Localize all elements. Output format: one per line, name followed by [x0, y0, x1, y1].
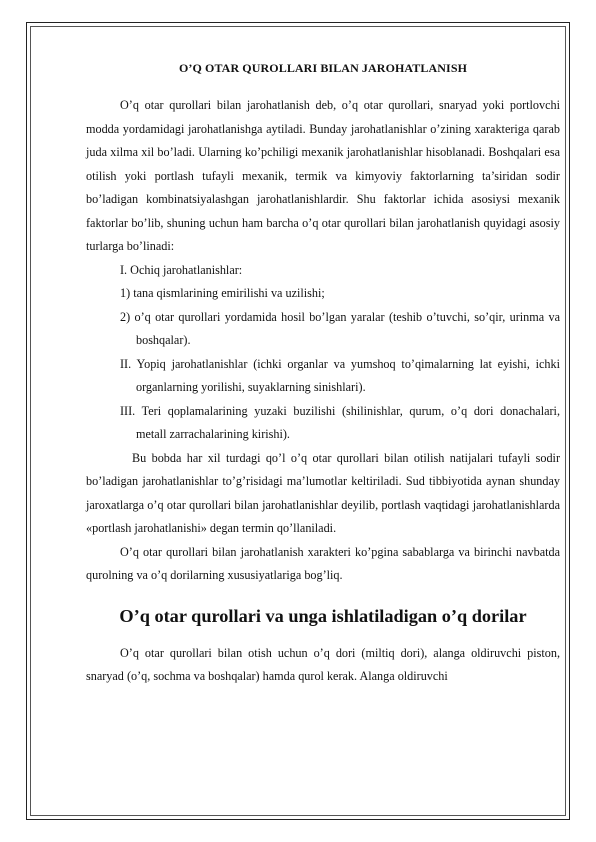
list-item-2: 2) o’q otar qurollari yordamida hosil bo’lgan yaralar (teshib o’tuvchi, so’qir, urinma va boshqalar). — [120, 309, 560, 347]
ammunition-paragraph: O’q otar qurollari bilan otish uchun o’q dori (miltiq dori), alanga oldiruvchi piston, snaryad (o’q, sochma va boshqalar) hamda qurol kerak. Alanga oldiruvchi — [86, 645, 560, 683]
chapter-paragraph: Bu bobda har xil turdagi qo’l o’q otar qurollari bilan otilish natijalari tufayli sodir bo’ladigan jarohatlanishlar to’g’risidagi ma’lumotlar keltiriladi. Sud tibbiyotida aynan shunday jaroxatlarga o’q otar qurollari bilan jarohatlanishlar deyilib, portlash vaqtidagi jarohatlanishlarda «portlash jarohatlanishi» degan termin qo’llaniladi. — [86, 450, 560, 535]
document-body — [86, 58, 560, 689]
intro-paragraph: O’q otar qurollari bilan jarohatlanish deb, o’q otar qurollari, snaryad yoki portlovchi modda yordamidagi jarohatlanishga aytiladi. Bunday jarohatlanishlar o’zining xarakteriga qarab juda xilma xil bo’ladi. Ularning ko’pchiligi mexanik jarohatlanishlar hisoblanadi. Boshqalari esa otilish yoki portlash tufayli mexanik, termik va kimyoviy faktorlarning ta’siridan sodir bo’ladigan kombinatsiyalashgan jarohatlanishlardir. Shu faktorlar ichida asosiysi mexanik faktorlar bo’lib, shuning uchun ham barcha o’q otar qurollari bilan jarohatlanish quyidagi asosiy turlarga bo’linadi: — [86, 98, 560, 253]
list-item-open-injuries: I. Ochiq jarohatlanishlar: — [120, 262, 243, 277]
document-title: O’Q OTAR QUROLLARI BILAN JAROHATLANISH — [178, 61, 468, 75]
section-subtitle: O’q otar qurollari va unga ishlatiladigan o’q dorilar — [119, 605, 527, 626]
list-item-superficial-injuries: III. Teri qoplamalarining yuzaki buzilishi (shilinishlar, qurum, o’q dori donachalari, metall zarrachalarining kirishi). — [120, 403, 560, 441]
character-paragraph: O’q otar qurollari bilan jarohatlanish xarakteri ko’pgina sabablarga va birinchi navbatda qurolning va o’q dorilarning xususiyatlariga bog’liq. — [86, 544, 560, 582]
list-item-closed-injuries: II. Yopiq jarohatlanishlar (ichki organlar va yumshoq to’qimalarning lat eyishi, ichki organlarning yorilishi, suyaklarning sinishlari). — [120, 356, 560, 394]
list-item-1: 1) tana qismlarining emirilishi va uzilishi; — [120, 286, 325, 300]
